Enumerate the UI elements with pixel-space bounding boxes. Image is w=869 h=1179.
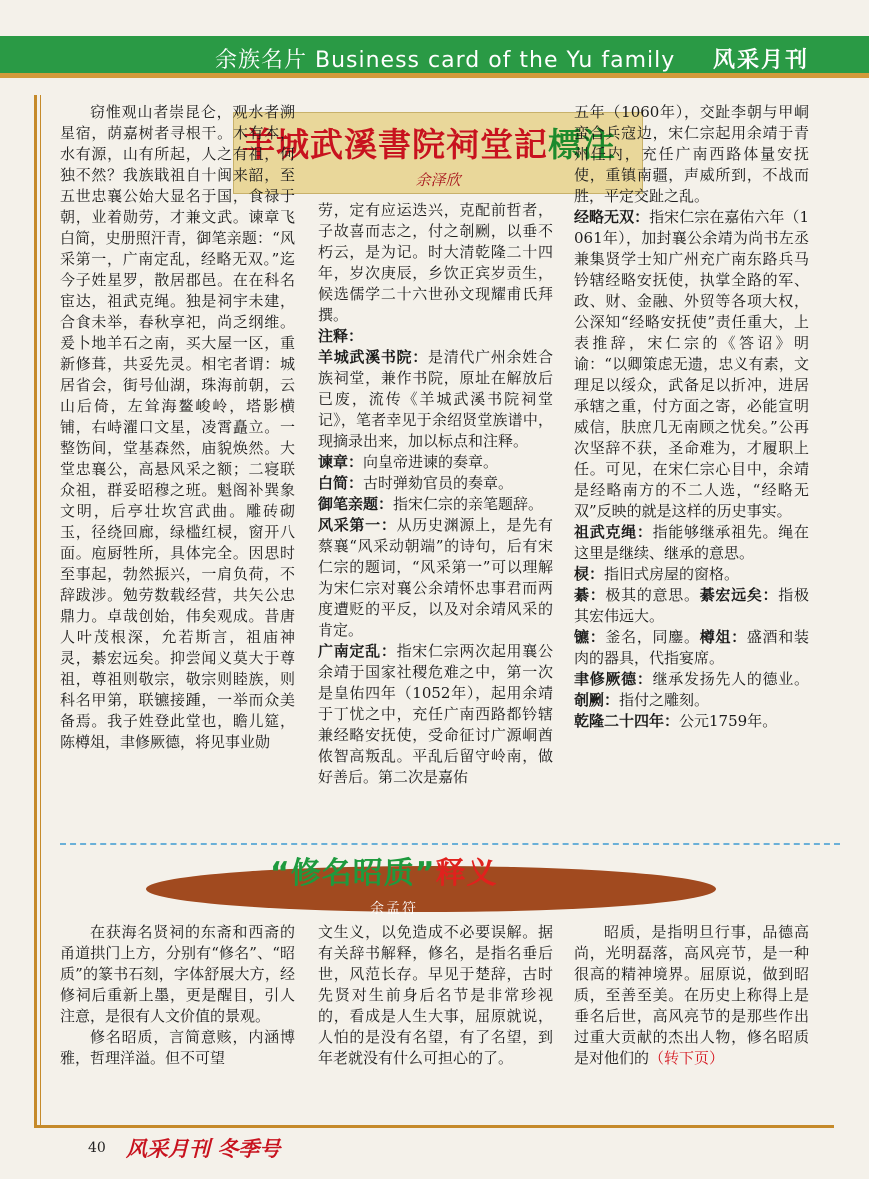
note-item: 綦：极其的意思。綦宏远矣：指极其宏伟远大。 [574, 586, 809, 625]
article1-author: 余泽欣 [415, 171, 461, 189]
note-item: 乾隆二十四年：公元1759年。 [574, 712, 778, 730]
article2-title: “修名昭质”释义 [270, 856, 498, 891]
page-header [0, 0, 869, 78]
note-item: 谏章：向皇帝进谏的奏章。 [318, 453, 499, 471]
note-item: 风采第一：从历史渊源上，是先有蔡襄“风采动朝端”的诗句，后有宋仁宗的题词，“风采第一”可以理解为宋仁宗对襄公余靖怀忠事君而两度遭贬的平反，以及对余靖风采的肯定。 [318, 516, 553, 639]
header-top-strip [0, 0, 869, 36]
article2-column-2 [318, 922, 553, 1069]
article2-paragraph: 昭质，是指明旦行事，品德高尚，光明磊落，高风亮节，是一种很高的精神境界。屈原说，做到昭质，至善至美。在历史上称得上是垂名后世，高风亮节的是那些作出过重大贡献的杰出人物，修名昭质是对他们的（转下页） [574, 923, 809, 1067]
section-divider [60, 843, 840, 845]
article1-title: 羊城武溪書院祠堂記標注 [242, 125, 616, 164]
continued-link[interactable]: （转下页） [649, 1049, 725, 1067]
article1-col2-intro: 劳，定有应运迭兴，克配前哲者，子故喜而志之，付之剞劂，以垂不朽云，是为记。时大清乾隆二十四年，岁次庚辰，乡饮正宾岁贡生，候选儒学二十六世孙文现耀甫氏拜撰。 [318, 201, 553, 324]
note-item: 羊城武溪书院：是清代广州余姓合族祠堂，兼作书院，原址在解放后已废，流传《羊城武溪书院祠堂记》，笔者幸见于余绍贤堂族谱中，现摘录出来，加以标点和注释。 [318, 348, 553, 450]
article1-col3-intro: 五年（1060年），交趾李朝与甲峒蛮合兵寇边，宋仁宗起用余靖于青州任内，充任广南西路体量安抚使，重镇南疆，声威所到，不战而胜，平定交趾之乱。 [574, 103, 809, 205]
note-item: 广南定乱：指宋仁宗两次起用襄公余靖于国家社稷危难之中，第一次是皇佑四年（1052年），起用余靖于丁忧之中，充任广南西路都钤辖兼经略安抚使，受命征讨广源峒酋侬智高叛乱。平乱后留守岭南，做好善后。第二次是嘉佑 [318, 642, 553, 786]
note-item: 棂：指旧式房屋的窗格。 [574, 565, 740, 583]
article2-paragraph: 修名昭质，言简意赅，内涵博雅，哲理洋溢。但不可望 [60, 1028, 295, 1067]
article1-column-2 [318, 200, 553, 788]
left-border-rule [34, 95, 37, 1125]
page-number: 40 [88, 1140, 106, 1156]
brand-name: 风采月刊 [712, 48, 809, 73]
notes-label: 注释： [318, 327, 364, 345]
article1-body-text: 窃惟观山者崇昆仑，观水者溯星宿，荫嘉树者寻根干。木有本，水有源，山有所起，人之有祖，何独不然？我族戢祖自十闽来韶，至五世忠襄公始大显名于国，食禄于朝，业着勋劳，才兼文武。谏章飞白简，史册照汗青，御笔亲题：“风采第一，广南定乱，经略无双。”迄今子姓星罗，散居郡邑。在在科名宦达，祖武克绳。独是祠宇未建，合食未举，春秋享祀，尚乏纲维。爰卜地羊石之南，买大屋一区，重新修葺，共妥先灵。相宅者谓：城居省会，街号仙湖，珠海前朝，云山后倚，左耸海鳌峻岭，塔影横铺，右峙濯口文星，凌霄矗立。一整饬间，堂基森然，庙貌焕然。大堂忠襄公，高悬风采之额；二寝联众祖，群妥昭穆之班。魁阁补巽象文明，后亭壮坎宫武曲。雕砖砌玉，径绕回廊，绿槛红棂，窗开八面。庖厨牲所，具体完全。因思时至事起，勃然振兴，一肩负荷，不辞跋涉。勉劳数载经营，共矢公忠鼎力。卓哉创始，伟矣观成。昔唐人叶茂根深，允若斯言，祖庙神灵，綦宏远矣。抑尝闻义莫大于尊祖，尊祖则敬宗，敬宗则睦族，则科名甲第，联镳接踵，一举而众美备焉。我子姓登此堂也，瞻儿筵，陈樽俎，聿修厥德，将见事业勋 [60, 103, 295, 751]
article2-column-3 [574, 922, 809, 1069]
bottom-border-rule [34, 1125, 834, 1128]
article2-paragraph: 在获海名贤祠的东斋和西斋的甬道拱门上方，分别有“修名”、“昭质”的篆书石刻，字体舒展大方，经修祠后重新上墨，更是醒目，引人注意，是很有人文价值的景观。 [60, 923, 295, 1025]
section-title: 余族名片 Business card of the Yu family [215, 48, 676, 73]
article2-column-1 [60, 922, 295, 1069]
note-item: 聿修厥德：继承发扬先人的德业。剞劂：指付之雕刻。 [574, 670, 809, 709]
note-item: 祖武克绳：指能够继承祖先。绳在这里是继续、继承的意思。 [574, 523, 809, 562]
note-item: 经略无双：指宋仁宗在嘉佑六年（1061年），加封襄公余靖为尚书左丞兼集贤学士知广州充广南东路兵马钤辖经略安抚使，执掌全路的军、政、财、金融、外贸等各项大权，公深知“经略安抚使”责任重大，上表推辞，宋仁宗的《答诏》明谕：“以卿策虑无遗，忠义有素，文理足以绥众，武备足以折冲，进居承辖之重，付方面之寄，必能宣明威信，肤庶几无南顾之忧矣。”公再次坚辞不获，圣命难为，才履职上任。可见，在宋仁宗心目中，余靖是经略南方的不二人选，“经略无双”反映的就是这样的历史事实。 [574, 208, 809, 520]
issue-title: 风采月刊 冬季号 [126, 1136, 281, 1161]
article1-column-1 [60, 102, 295, 753]
note-item: 御笔亲题：指宋仁宗的亲笔题辞。 [318, 495, 544, 513]
article2-paragraph: 文生义，以免造成不必要误解。据有关辞书解释，修名，是指名垂后世，风范长存。早见于楚辞，古时先贤对生前身后名节是非常珍视的，看成是人生大事，屈原就说，人怕的是没有名望，有了名望，到年老就没有什么可担心的了。 [318, 923, 553, 1067]
note-item: 镳：釜名，同鏖。樽俎：盛酒和装肉的器具，代指宴席。 [574, 628, 809, 667]
article1-column-3 [574, 102, 809, 732]
left-border-rule-thin [40, 95, 41, 1125]
article2-author: 余孟符 [370, 901, 418, 917]
note-item: 白简：古时弹劾官员的奏章。 [318, 474, 514, 492]
